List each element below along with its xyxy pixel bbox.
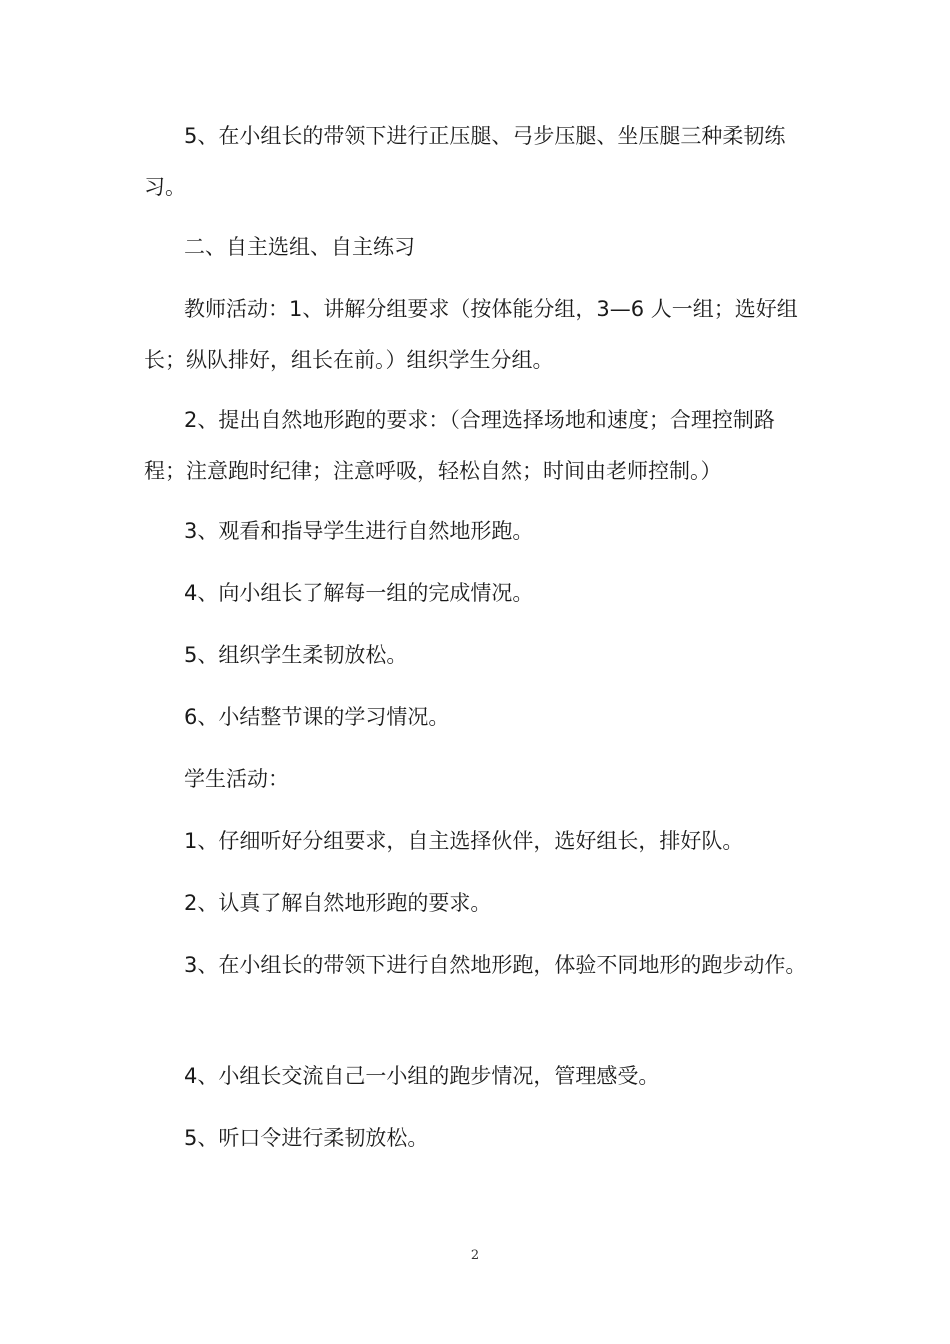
- paragraph-student-activity-1: 1、仔细听好分组要求，自主选择伙伴，选好组长，排好队。: [184, 829, 744, 853]
- paragraph-student-activity-5: 5、听口令进行柔韧放松。: [184, 1126, 429, 1150]
- page-number: 2: [470, 1248, 480, 1263]
- paragraph-student-activity-2: 2、认真了解自然地形跑的要求。: [184, 891, 492, 915]
- paragraph-teacher-activity-6: 6、小结整节课的学习情况。: [184, 705, 450, 729]
- paragraph-teacher-activity-3: 3、观看和指导学生进行自然地形跑。: [184, 519, 534, 543]
- paragraph-teacher-activity-5: 5、组织学生柔韧放松。: [184, 643, 408, 667]
- paragraph-teacher-activity-2: 2、提出自然地形跑的要求：（合理选择场地和速度；合理控制路程；注意跑时纪律；注意呼吸，轻松自然；时间由老师控制。）: [144, 408, 775, 483]
- section-heading-self-grouping: 二、自主选组、自主练习: [184, 235, 415, 259]
- paragraph-teacher-activity-1: 教师活动：1、讲解分组要求（按体能分组，3—6 人一组；选好组长；纵队排好，组长在前。）组织学生分组。: [144, 297, 798, 372]
- paragraph-student-activity-3: 3、在小组长的带领下进行自然地形跑，体验不同地形的跑步动作。: [184, 953, 807, 977]
- paragraph-teacher-activity-4: 4、向小组长了解每一组的完成情况。: [184, 581, 534, 605]
- paragraph-student-activity-heading: 学生活动：: [184, 767, 289, 791]
- paragraph-student-activity-4: 4、小组长交流自己一小组的跑步情况，管理感受。: [184, 1064, 660, 1088]
- paragraph-warmup-stretch: 5、在小组长的带领下进行正压腿、弓步压腿、坐压腿三种柔韧练习。: [144, 124, 786, 199]
